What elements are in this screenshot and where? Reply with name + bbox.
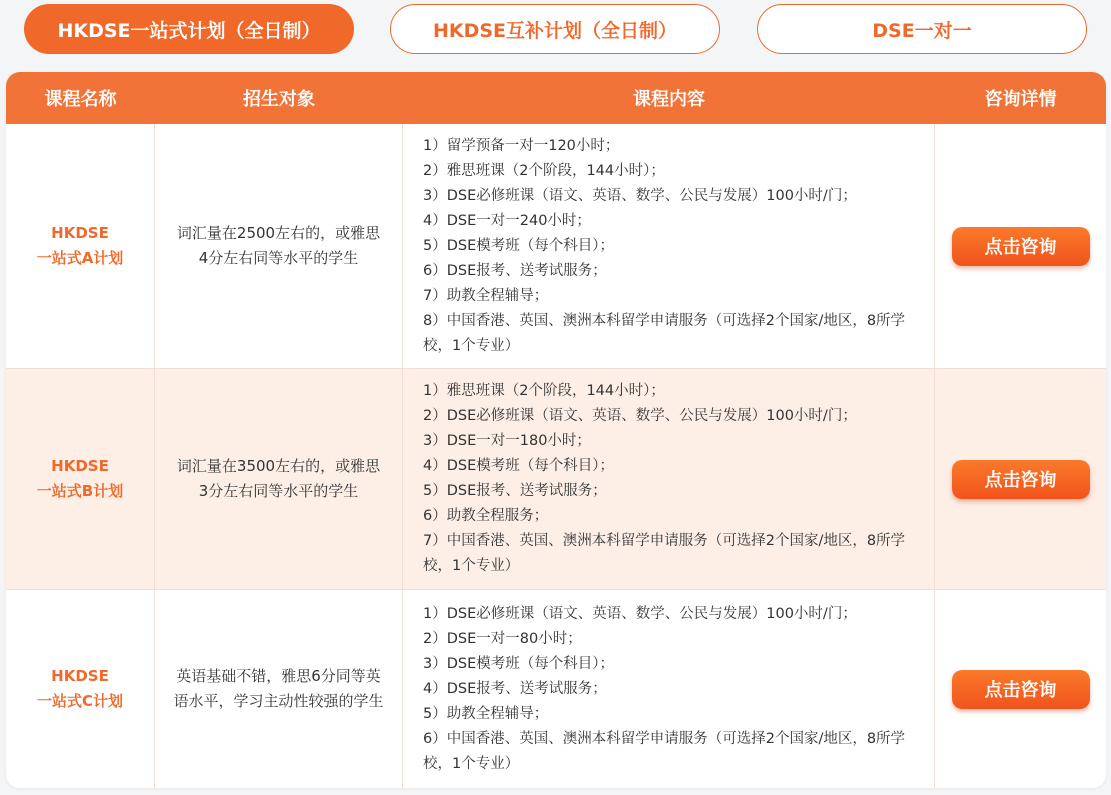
table-row [6, 369, 1106, 590]
table-row [6, 124, 1106, 369]
header-consult-details: 咨询详情 [984, 89, 1057, 110]
plan-name: HKDSE 一站式B计划 [36, 457, 124, 500]
tab-dse-one-on-one[interactable]: DSE一对一 [757, 4, 1087, 54]
table-row [6, 590, 1106, 788]
content-item: 5）DSE报考、送考试服务； [423, 483, 607, 499]
content-item: 4）DSE一对一240小时； [423, 212, 591, 229]
plan-name: HKDSE 一站式A计划 [36, 224, 124, 267]
content-item: 5）助教全程辅导； [423, 705, 549, 722]
content-item: 1）DSE必修班课（语文、英语、数学、公民与发展）100小时/门； [423, 605, 857, 622]
course-content-list [423, 379, 924, 579]
content-item: 4）DSE报考、送考试服务； [423, 680, 607, 697]
tab-hkdse-one-stop[interactable]: HKDSE一站式计划（全日制） [24, 4, 354, 54]
content-item: 2）DSE一对一80小时； [423, 630, 582, 647]
plan-tabs [0, 0, 1111, 60]
course-content-list [423, 134, 924, 359]
content-item: 5）DSE模考班（每个科目）； [423, 237, 615, 254]
target-students: 英语基础不错，雅思6分同等英语水平，学习主动性较强的学生 [173, 667, 384, 710]
course-content-list [423, 602, 924, 777]
content-item: 2）DSE必修班课（语文、英语、数学、公民与发展）100小时/门； [423, 408, 857, 424]
content-item: 3）DSE必修班课（语文、英语、数学、公民与发展）100小时/门； [423, 187, 857, 204]
content-item: 1）雅思班课（2个阶段，144小时）； [423, 383, 665, 399]
tab-hkdse-complementary[interactable]: HKDSE互补计划（全日制） [390, 4, 720, 54]
content-item: 7）中国香港、英国、澳洲本科留学申请服务（可选择2个国家/地区，8所学校，1个专业） [423, 533, 906, 574]
table-header [6, 72, 1106, 124]
content-item: 3）DSE模考班（每个科目）； [423, 655, 615, 672]
content-item: 8）中国香港、英国、澳洲本科留学申请服务（可选择2个国家/地区，8所学校，1个专业） [423, 312, 906, 354]
target-students: 词汇量在2500左右的，或雅思4分左右同等水平的学生 [176, 224, 381, 267]
content-item: 7）助教全程辅导； [423, 287, 549, 304]
header-target-students: 招生对象 [243, 89, 315, 110]
content-item: 6）中国香港、英国、澳洲本科留学申请服务（可选择2个国家/地区，8所学校，1个专业） [423, 730, 906, 772]
header-course-name: 课程名称 [44, 89, 117, 110]
plan-name: HKDSE 一站式C计划 [36, 667, 123, 710]
content-item: 2）雅思班课（2个阶段，144小时）； [423, 162, 665, 179]
content-item: 3）DSE一对一180小时； [423, 433, 591, 449]
course-table [6, 72, 1106, 788]
consult-button[interactable]: 点击咨询 [952, 670, 1090, 709]
consult-button[interactable]: 点击咨询 [952, 460, 1090, 499]
consult-button[interactable]: 点击咨询 [952, 227, 1090, 266]
content-item: 1）留学预备一对一120小时； [423, 137, 620, 154]
content-item: 6）DSE报考、送考试服务； [423, 262, 607, 279]
target-students: 词汇量在3500左右的，或雅思3分左右同等水平的学生 [176, 457, 381, 500]
content-item: 6）助教全程服务； [423, 508, 549, 524]
content-item: 4）DSE模考班（每个科目）； [423, 458, 615, 474]
header-course-content: 课程内容 [633, 89, 705, 110]
